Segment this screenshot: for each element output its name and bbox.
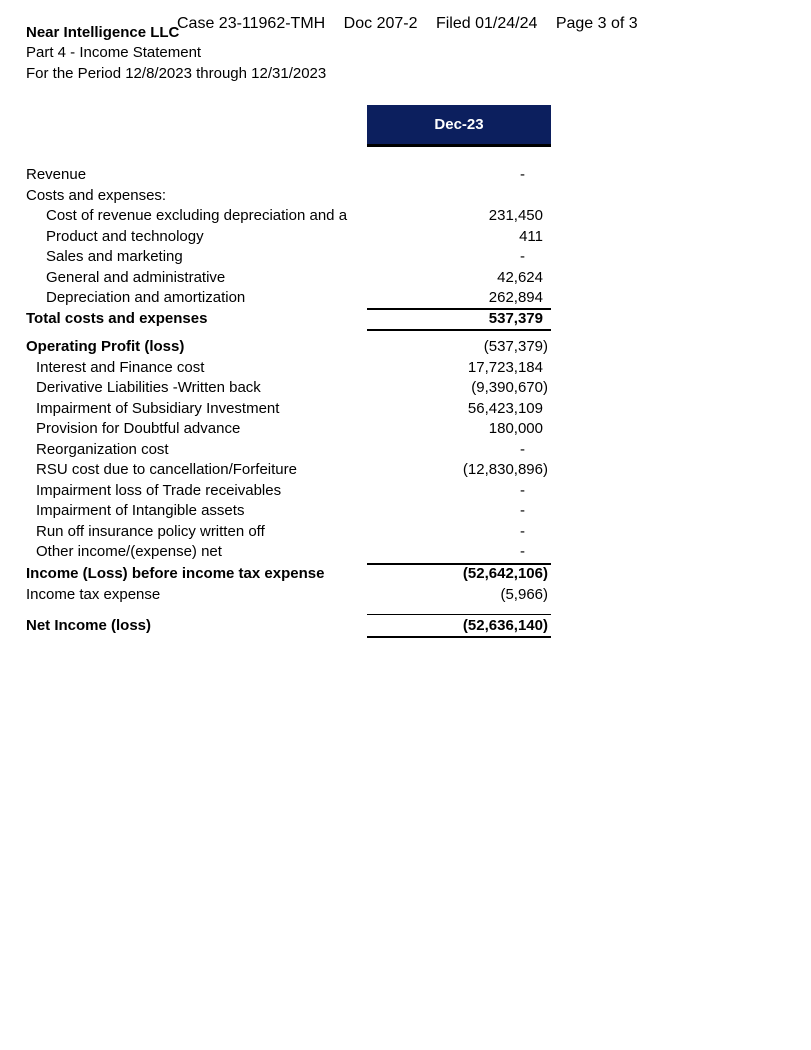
row-label: Provision for Doubtful advance <box>36 420 241 437</box>
row-value: - <box>520 502 525 519</box>
rule-below-total-costs <box>367 329 551 331</box>
table-row-costs-heading <box>0 186 811 206</box>
table-row-derivative-liabilities <box>0 378 811 398</box>
row-label: RSU cost due to cancellation/Forfeiture <box>36 461 297 478</box>
row-value: 17,723,184 <box>467 359 543 376</box>
company-name: Near Intelligence LLC <box>26 24 180 41</box>
table-row-general-admin <box>0 268 811 288</box>
row-label: General and administrative <box>46 269 226 286</box>
page-number: Page 3 of 3 <box>555 15 638 32</box>
table-row-revenue <box>0 165 811 185</box>
row-value: - <box>520 166 525 183</box>
case-header <box>177 15 652 33</box>
row-label: Cost of revenue excluding depreciation and a <box>46 207 348 224</box>
table-row-other-income <box>0 542 811 562</box>
table-row-income-tax <box>0 585 811 605</box>
row-label: Total costs and expenses <box>26 310 208 327</box>
row-value: 180,000 <box>488 420 543 437</box>
row-value: - <box>520 482 525 499</box>
table-row-insurance-writeoff <box>0 522 811 542</box>
row-label: Product and technology <box>46 228 204 245</box>
table-row-total-costs <box>0 309 811 329</box>
row-value: 537,379 <box>488 310 543 327</box>
table-row-impairment-intangible <box>0 501 811 521</box>
row-value: (12,830,896) <box>462 461 548 478</box>
case-number: Case 23-11962-TMH <box>177 15 326 32</box>
table-row-net-income <box>0 616 811 636</box>
row-value: (52,642,106) <box>462 565 548 582</box>
row-value: 231,450 <box>488 207 543 224</box>
row-value: 411 <box>519 228 543 245</box>
row-value: (537,379) <box>483 338 548 355</box>
table-row-interest-finance <box>0 358 811 378</box>
row-label: Interest and Finance cost <box>36 359 205 376</box>
column-header-label: Dec-23 <box>434 116 484 133</box>
row-value: 56,423,109 <box>467 400 543 417</box>
row-label: Operating Profit (loss) <box>26 338 185 355</box>
table-row-impairment-subsidiary <box>0 399 811 419</box>
row-label: Impairment loss of Trade receivables <box>36 482 282 499</box>
row-value: 42,624 <box>497 269 543 286</box>
row-value: - <box>520 441 525 458</box>
row-value: - <box>520 248 525 265</box>
row-label: Costs and expenses: <box>26 187 167 204</box>
row-label: Income tax expense <box>26 586 161 603</box>
table-row-product-technology <box>0 227 811 247</box>
column-header <box>367 105 551 147</box>
table-row-operating-profit <box>0 337 811 357</box>
table-row-impairment-receivables <box>0 481 811 501</box>
table-row-sales-marketing <box>0 247 811 267</box>
row-value: - <box>520 523 525 540</box>
table-row-rsu-cost <box>0 460 811 480</box>
row-label: Sales and marketing <box>46 248 183 265</box>
row-label: Reorganization cost <box>36 441 169 458</box>
row-label: Impairment of Intangible assets <box>36 502 245 519</box>
row-value: (9,390,670) <box>471 379 548 396</box>
doc-number: Doc 207-2 <box>343 15 418 32</box>
row-label: Derivative Liabilities -Written back <box>36 379 261 396</box>
row-value: (52,636,140) <box>462 617 548 634</box>
table-row-cost-of-revenue <box>0 206 811 226</box>
statement-part: Part 4 - Income Statement <box>26 44 202 61</box>
table-row-depreciation <box>0 288 811 308</box>
rule-above-net-income <box>367 614 551 615</box>
row-value: - <box>520 543 525 560</box>
table-row-doubtful-advance <box>0 419 811 439</box>
row-label: Impairment of Subsidiary Investment <box>36 400 280 417</box>
table-row-income-before-tax <box>0 564 811 584</box>
statement-period: For the Period 12/8/2023 through 12/31/2023 <box>26 65 327 82</box>
filed-date: Filed 01/24/24 <box>435 15 538 32</box>
row-label: Net Income (loss) <box>26 617 152 634</box>
row-label: Run off insurance policy written off <box>36 523 265 540</box>
row-value: (5,966) <box>500 586 548 603</box>
rule-below-net-income <box>367 636 551 638</box>
table-row-reorganization <box>0 440 811 460</box>
row-label: Income (Loss) before income tax expense <box>26 565 325 582</box>
row-label: Other income/(expense) net <box>36 543 222 560</box>
row-value: 262,894 <box>488 289 543 306</box>
row-label: Revenue <box>26 166 87 183</box>
row-label: Depreciation and amortization <box>46 289 246 306</box>
